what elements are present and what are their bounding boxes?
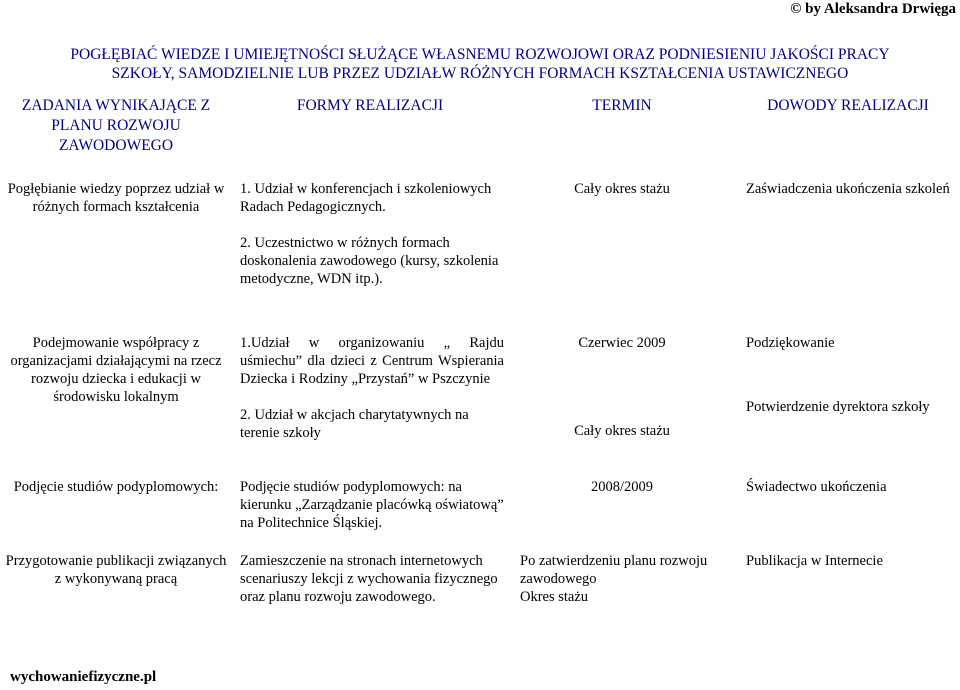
form-item: 2. Udział w akcjach charytatywnych na terenie szkoły: [240, 407, 469, 441]
table-row: [0, 166, 960, 332]
table-row: [0, 332, 960, 476]
author-credit: © by Aleksandra Drwięga: [790, 1, 956, 17]
term-item: Czerwiec 2009: [578, 335, 666, 351]
header-forms: FORMY REALIZACJI: [296, 97, 444, 114]
proof-cell: Zaświadczenia ukończenia szkoleń: [746, 181, 950, 197]
proof-cell: [736, 332, 960, 476]
task-cell: Podejmowanie współpracy z organizacjami działającymi na rzecz rozwoju dziecka i edukacji w środowisku lokalnym: [10, 335, 222, 405]
term-cell: [508, 550, 736, 642]
header-tasks: ZADANIA WYNIKAJĄCE Z PLANU ROZWOJU ZAWODOWEGO: [21, 97, 211, 154]
form-cell: [232, 166, 508, 332]
task-cell: Przygotowanie publikacji związanych z wykonywaną pracą: [5, 553, 227, 587]
form-cell: Podjęcie studiów podyplomowych: na kierunku „Zarządzanie placówką oświatową” na Politechnice Śląskiej.: [240, 479, 504, 531]
term-item: Po zatwierdzeniu planu rozwoju zawodowego: [520, 553, 708, 587]
term-item: Cały okres stażu: [574, 423, 670, 439]
form-item: 1. Udział w konferencjach i szkoleniowych Radach Pedagogicznych.: [240, 181, 492, 215]
document-heading: [10, 45, 950, 83]
header-proofs: DOWODY REALIZACJI: [767, 97, 929, 114]
heading-line-2: SZKOŁY, SAMODZIELNIE LUB PRZEZ UDZIAŁW RÓŻNYCH FORMACH KSZTAŁCENIA USTAWICZNEGO: [111, 65, 849, 82]
proof-cell: Publikacja w Internecie: [746, 553, 883, 569]
footer-website: wychowaniefizyczne.pl: [10, 669, 157, 685]
term-item: Okres stażu: [520, 589, 589, 605]
task-cell: Pogłębianie wiedzy poprzez udział w różnych formach kształcenia: [7, 181, 225, 215]
term-cell: Cały okres stażu: [574, 181, 670, 197]
form-cell: Zamieszczenie na stronach internetowych scenariuszy lekcji z wychowania fizycznego oraz planu rozwoju zawodowego.: [240, 553, 498, 605]
header-term: TERMIN: [592, 97, 652, 114]
development-plan-table: [0, 96, 960, 642]
task-cell: Podjęcie studiów podyplomowych:: [13, 479, 219, 495]
proof-cell: Świadectwo ukończenia: [746, 479, 887, 495]
term-cell: 2008/2009: [590, 479, 654, 495]
proof-item: Podziękowanie: [746, 335, 835, 351]
proof-item: Potwierdzenie dyrektora szkoły: [746, 399, 930, 415]
table-row: [0, 550, 960, 642]
table-header-row: [0, 96, 960, 166]
form-cell: [232, 332, 508, 476]
term-cell: [508, 332, 736, 476]
form-item: 2. Uczestnictwo w różnych formach doskonalenia zawodowego (kursy, szkolenia metodyczne, WDN itp.).: [240, 235, 499, 287]
heading-line-1: POGŁĘBIAĆ WIEDZE I UMIEJĘTNOŚCI SŁUŻĄCE WŁASNEMU ROZWOJOWI ORAZ PODNIESIENIU JAKOŚCI PRACY: [70, 46, 890, 63]
form-item: 1.Udział w organizowaniu „ Rajdu uśmiechu” dla dzieci z Centrum Wspierania Dziecka i Rodziny „Przystań” w Pszczynie: [240, 335, 504, 387]
table-row: [0, 476, 960, 550]
